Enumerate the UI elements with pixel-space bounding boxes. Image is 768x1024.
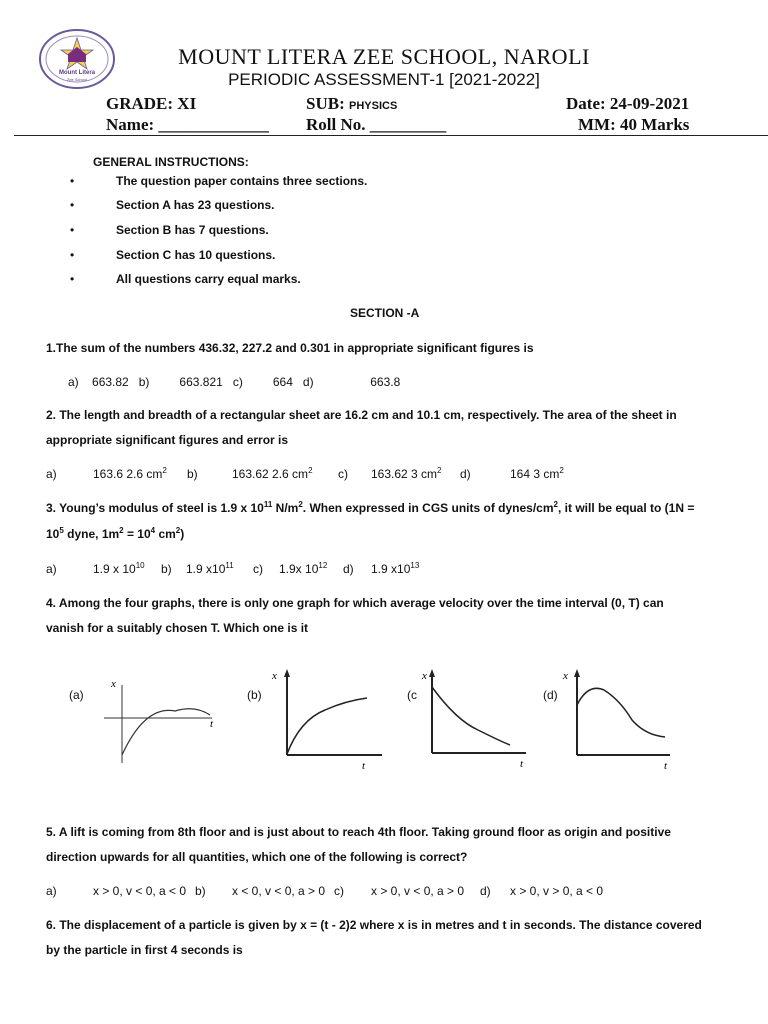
graph-a-label: (a)	[69, 688, 84, 702]
header-divider	[14, 135, 768, 136]
q2-option-c-label: c)	[338, 467, 348, 481]
q5-option-c: x > 0, v < 0, a > 0	[371, 884, 465, 898]
q1-options	[68, 375, 400, 389]
option-value: 663.8	[370, 375, 401, 389]
subject	[306, 94, 397, 114]
q5-option-a-label: a)	[46, 884, 57, 898]
q2-option-a: 163.6 2.6 $cm^2$	[93, 466, 167, 481]
q5-option-a: x > 0, v < 0, a < 0	[93, 884, 187, 898]
x-axis-label: x	[111, 678, 116, 690]
question-5-line-2: direction upwards for all quantities, which one of the following is correct?	[46, 850, 468, 864]
logo-subtext: Zee School	[66, 77, 88, 82]
logo-text: Mount Litera	[59, 70, 95, 76]
question-6-line-1: 6. The displacement of a particle is given by x = (t - 2)2 where x is in metres and t in seconds. The distance covered	[46, 918, 702, 932]
instruction-item: Section A has 23 questions.	[116, 198, 275, 212]
t-axis-label: t	[664, 760, 668, 772]
exam-date: Date: 24-09-2021	[566, 94, 690, 113]
instruction-item: All questions carry equal marks.	[116, 272, 301, 286]
name-field: Name: _____________	[106, 115, 269, 134]
graph-d-label: (d)	[543, 688, 558, 702]
question-6-line-2: by the particle in first 4 seconds is	[46, 943, 243, 957]
q5-option-b: x < 0, v < 0, a > 0	[232, 884, 326, 898]
option-label: d)	[302, 375, 314, 389]
q5-option-d: x > 0, v > 0, a < 0	[510, 884, 604, 898]
graph-b-label: (b)	[247, 688, 262, 702]
instruction-item: Section C has 10 questions.	[116, 248, 276, 262]
q2-option-b-label: b)	[187, 467, 198, 481]
bullet-icon: •	[70, 248, 75, 262]
q5-option-b-label: b)	[195, 884, 206, 898]
q3-option-d-label: d)	[343, 562, 354, 576]
question-4-line-1: 4. Among the four graphs, there is only one graph for which average velocity over the time interval (0, T) can	[46, 596, 664, 610]
q2-option-c: 163.62 3 $cm^2$	[371, 466, 442, 481]
question-4-line-2: vanish for a suitably chosen T. Which one is it	[46, 621, 309, 635]
graph-d	[560, 665, 675, 775]
bullet-icon: •	[70, 174, 75, 188]
graph-b	[270, 665, 385, 775]
t-axis-label: t	[362, 760, 366, 772]
q2-options	[46, 467, 57, 481]
section-title: SECTION -A	[350, 306, 420, 320]
option-label: b)	[138, 375, 150, 389]
q3-option-a: 1.9 x $10^{10}$	[93, 561, 145, 576]
question-2-line-1: 2. The length and breadth of a rectangular sheet are 16.2 cm and 10.1 cm, respectively. The area of the sheet in	[46, 408, 677, 422]
q3-option-c-label: c)	[253, 562, 263, 576]
q3-option-b: 1.9 $x10^{11}$	[186, 561, 234, 576]
graph-a	[100, 675, 225, 770]
q2-option-b: 163.62 2.6 $cm^2$	[232, 466, 313, 481]
option-label: c)	[232, 375, 243, 389]
q5-option-d-label: d)	[480, 884, 491, 898]
q3-option-b-label: b)	[161, 562, 172, 576]
option-value: 663.82	[92, 375, 129, 389]
grade: GRADE: XI	[106, 94, 197, 113]
question-3-line-2: $10^5$ dyne, $1m^2 = 10^4$ $cm^2$)	[46, 526, 185, 541]
bullet-icon: •	[70, 198, 75, 212]
graph-c	[418, 665, 533, 775]
subject-value: PHYSICS	[348, 100, 398, 112]
instruction-item: The question paper contains three sections.	[116, 174, 368, 188]
instruction-item: Section B has 7 questions.	[116, 223, 269, 237]
x-axis-label: x	[563, 670, 568, 682]
question-2-line-2: appropriate significant figures and error is	[46, 433, 289, 447]
t-axis-label: t	[210, 718, 214, 730]
bullet-icon: •	[70, 272, 75, 286]
school-name: MOUNT LITERA ZEE SCHOOL, NAROLI	[178, 44, 590, 69]
bullet-icon: •	[70, 223, 75, 237]
option-value: 664	[272, 375, 293, 389]
option-value: 663.821	[179, 375, 223, 389]
q2-option-d: 164 3 $cm^2$	[510, 466, 564, 481]
question-5-line-1: 5. A lift is coming from 8th floor and is just about to reach 4th floor. Taking ground floor as origin and positive	[46, 825, 671, 839]
subject-label: SUB:	[306, 94, 345, 113]
q2-option-d-label: d)	[460, 467, 471, 481]
assessment-title: PERIODIC ASSESSMENT-1 [2021-2022]	[228, 70, 540, 89]
q3-option-c: 1.9x $10^{12}$	[279, 561, 328, 576]
q3-option-d: 1.9 $x10^{13}$	[371, 561, 420, 576]
t-axis-label: t	[520, 758, 524, 770]
q5-option-c-label: c)	[334, 884, 344, 898]
roll-field: Roll No. _________	[306, 115, 447, 134]
option-label: a)	[46, 467, 57, 481]
x-axis-label: x	[422, 670, 427, 682]
question-1: 1.The sum of the numbers 436.32, 227.2 and 0.301 in appropriate significant figures is	[46, 341, 534, 355]
x-axis-label: x	[272, 670, 277, 682]
max-marks: MM: 40 Marks	[578, 115, 690, 134]
option-label: a)	[68, 375, 79, 389]
question-3-line-1: 3. Young’s modulus of steel is 1.9 x $10^{11}$ $N/m^2$. When expressed in CGS units of dynes/$cm^2$, it will be equal to (1N =	[46, 500, 695, 515]
q3-option-a-label: a)	[46, 562, 57, 576]
graph-c-label: (c	[407, 688, 417, 702]
instructions-title: GENERAL INSTRUCTIONS:	[93, 155, 249, 169]
